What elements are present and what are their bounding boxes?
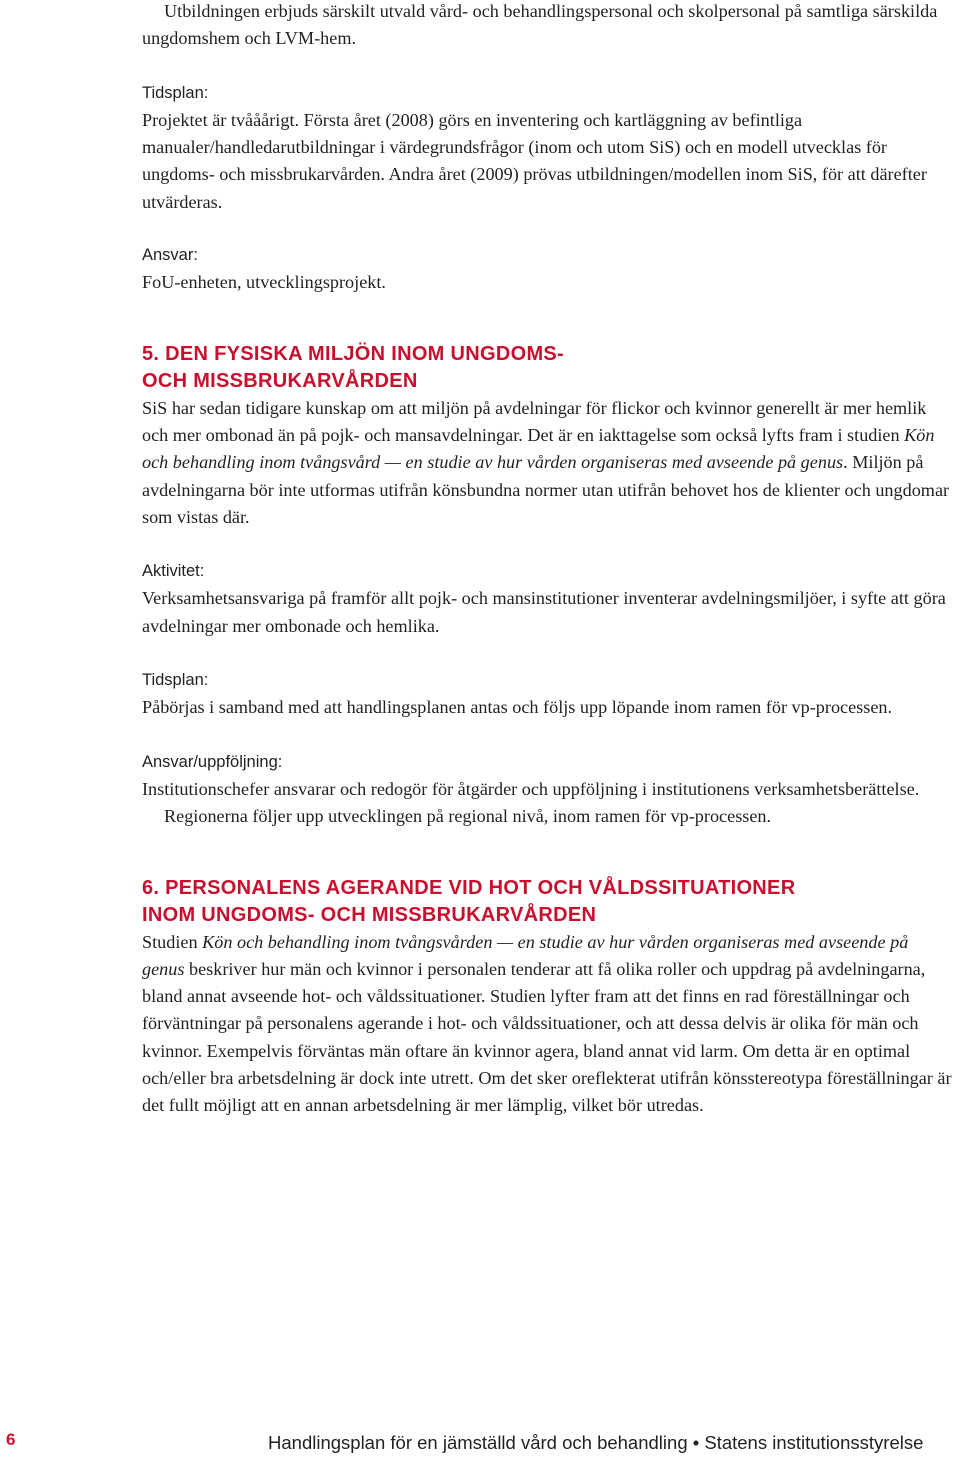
section-5-tidsplan-paragraph: Påbörjas i samband med att handlingsplanen antas och följs upp löpande inom ramen för vp-processen. <box>142 697 893 718</box>
section-6-study-title: Kön och behandling inom tvångsvården — en studie av hur vården organiseras med avseende på genus <box>142 931 909 979</box>
regionerna-paragraph: Regionerna följer upp utvecklingen på regional nivå, inom ramen för vp-processen. <box>164 806 772 827</box>
tidsplan-label: Tidsplan: <box>142 83 209 102</box>
section-5-text-a: SiS har sedan tidigare kunskap om att miljön på avdelningar för flickor och kvinnor generellt är mer hemlik och mer ombonad än på pojk- och mansavdelningar. Det är en iakttagelse som också lyfts fram i studien <box>142 397 927 445</box>
ansvar-uppfoljning-label: Ansvar/uppföljning: <box>142 752 283 771</box>
tidsplan-paragraph: Projektet är tvååårigt. Första året (2008) görs en inventering och kartläggning av befintliga manualer/handledarutbildningar i värdegrundsfrågor (inom och utom SiS) och en modell utvecklas för ungdoms- och missbrukarvården. Andra året (2009) prövas utbildningen/modellen inom SiS, för att därefter utvärderas. <box>142 109 927 212</box>
page-content <box>142 0 954 1120</box>
section-6-title-line-2: INOM UNGDOMS- OCH MISSBRUKARVÅRDEN <box>142 903 597 926</box>
ansvar-paragraph: FoU-enheten, utvecklingsprojekt. <box>142 272 386 293</box>
intro-paragraph: Utbildningen erbjuds särskilt utvald vård- och behandlingspersonal och skolpersonal på samtliga särskilda ungdomshem och LVM-hem. <box>142 1 938 49</box>
section-6-text-pre: Studien <box>142 931 203 952</box>
section-5-title-line-1: 5. DEN FYSISKA MILJÖN INOM UNGDOMS- <box>142 342 565 365</box>
aktivitet-paragraph: Verksamhetsansvariga på framför allt pojk- och mansinstitutioner inventerar avdelningsmiljöer, i syfte att göra avdelningar mer ombonade och hemlika. <box>142 588 946 636</box>
section-6-paragraph <box>142 929 954 1120</box>
section-5-tidsplan-label: Tidsplan: <box>142 671 209 690</box>
page-number: 6 <box>6 1430 16 1449</box>
section-5-title-line-2: OCH MISSBRUKARVÅRDEN <box>142 369 418 392</box>
section-6-title-line-1: 6. PERSONALENS AGERANDE VID HOT OCH VÅLDSSITUATIONER <box>142 876 796 899</box>
aktivitet-label: Aktivitet: <box>142 562 205 581</box>
ansvar-label: Ansvar: <box>142 246 198 265</box>
section-5-text-b: . Miljön på avdelningarna bör inte utformas utifrån könsbundna normer utan utifrån behovet hos de klienter och ungdomar som vistas där. <box>142 452 950 527</box>
ansvar-uppfoljning-paragraph: Institutionschefer ansvarar och redogör för åtgärder och uppföljning i institutionens verksamhetsberättelse. <box>142 778 920 799</box>
section-6-title <box>142 875 954 929</box>
running-footer: Handlingsplan för en jämställd vård och behandling • Statens institutionsstyrelse <box>268 1432 924 1453</box>
section-5-study-title: Kön och behandling inom tvångsvård — en studie av hur vården organiseras med avseende på genus <box>142 424 935 473</box>
section-5-paragraph <box>142 395 954 531</box>
section-5-title <box>142 341 954 395</box>
section-6-text-post: beskriver hur män och kvinnor i personalen tenderar att få olika roller och uppdrag på avdelningarna, bland annat avseende hot- och våldssituationer. Studien lyfter fram att det finns en rad föreställningar och förväntningar på personalens agerande i hot- och våldssituationer, och att dessa delvis är olika för män och kvinnor. Exempelvis förväntas män oftare än kvinnor agera, bland annat vid larm. Om detta är en optimal och/eller bra arbetsdelning är dock inte utrett. Om det sker oreflekterat utifrån könsstereotypa föreställningar är det fullt möjligt att en annan arbetsdelning är mer lämplig, vilket bör utredas. <box>142 958 952 1116</box>
